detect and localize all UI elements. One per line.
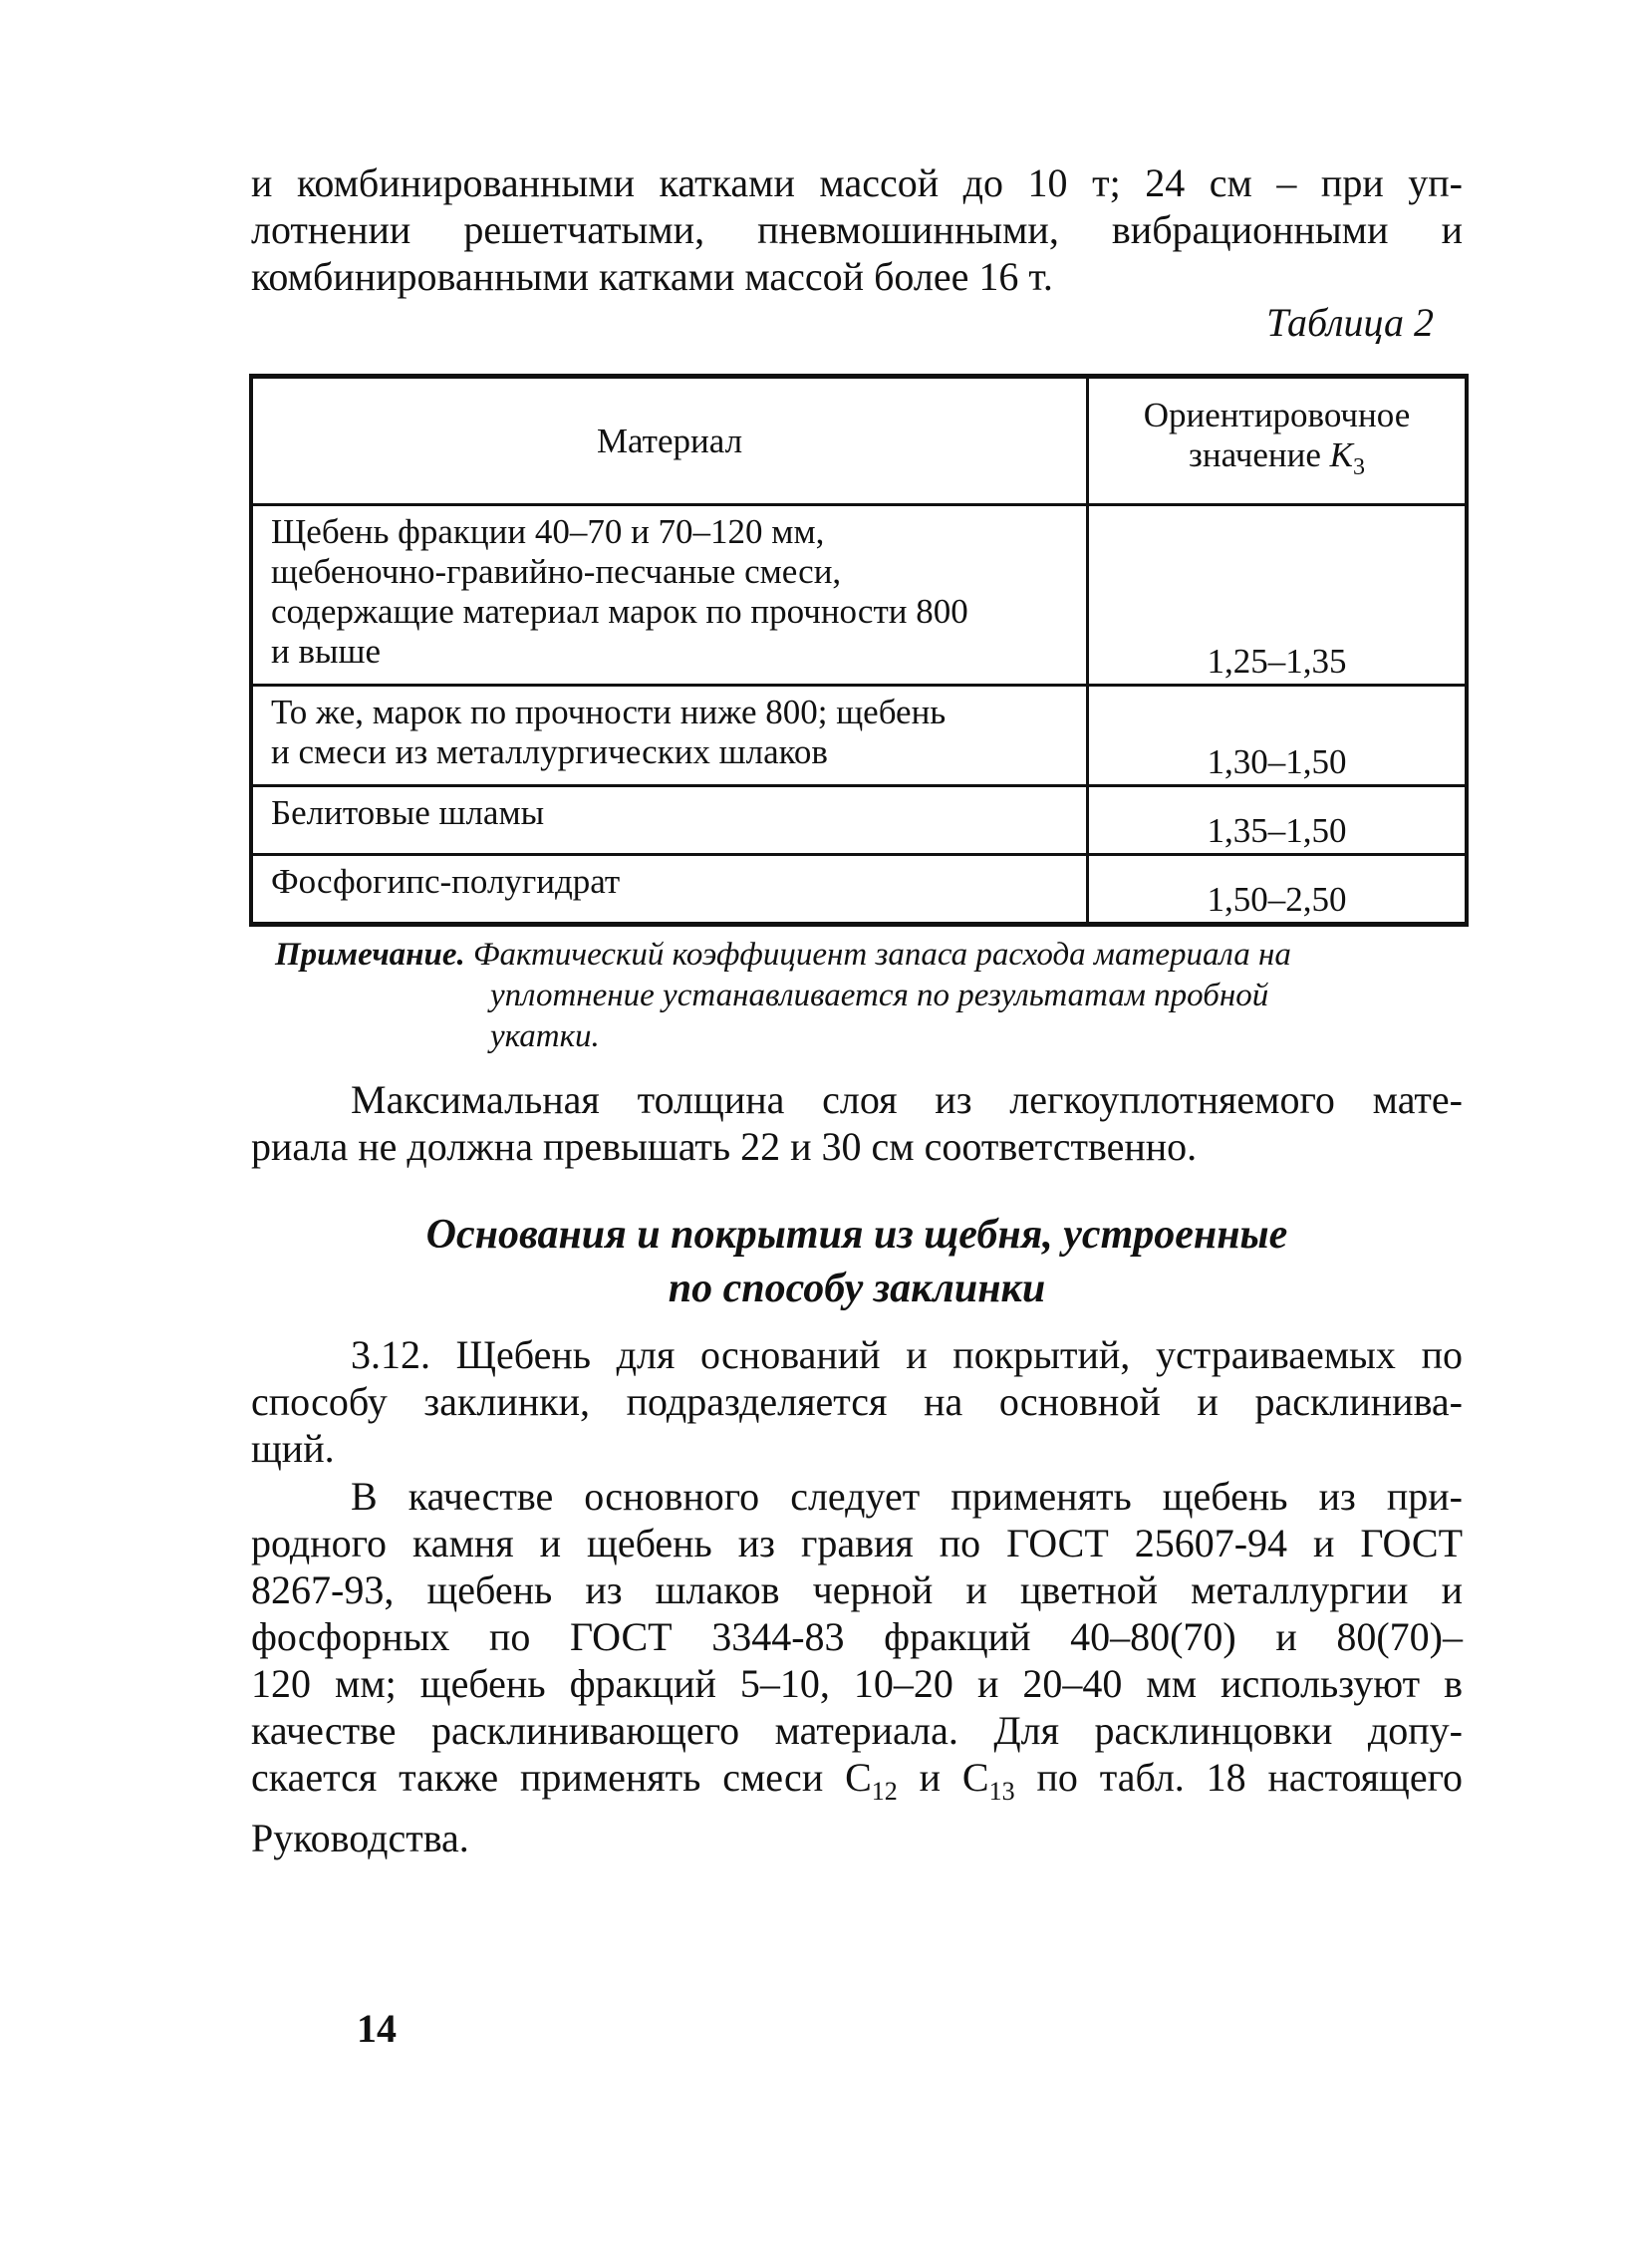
paragraph-line: Максимальная толщина слоя из легкоуплотняемого мате- [351,1077,1463,1122]
header-material: Материал [251,377,1088,505]
material-cell [251,686,1088,786]
table-row [251,786,1467,855]
material-line: и смеси из металлургических шлаков [271,732,828,771]
header-value-line1: Ориентировочное [1143,395,1411,434]
paragraph-line: Руководства. [251,1816,469,1860]
value-cell: 1,30–1,50 [1088,686,1468,786]
paragraph-line: щий. [251,1426,335,1471]
paragraph-line: 8267-93, щебень из шлаков черной и цветной металлургии и [251,1567,1463,1612]
paragraph-line: риала не должна превышать 22 и 30 см соответственно. [251,1124,1198,1169]
material-line: щебеночно-гравийно-песчаные смеси, [271,552,842,591]
intro-line: и комбинированными катками массой до 10 т; 24 см – при уп- [251,160,1463,205]
paragraph-line: В качестве основного следует применять щебень из при- [351,1474,1463,1519]
subscript: 12 [871,1777,898,1806]
material-line: Щебень фракции 40–70 и 70–120 мм, [271,512,825,551]
header-value [1088,377,1468,505]
k-letter: K [1329,434,1353,474]
material-line: и выше [271,632,382,671]
material-line: То же, марок по прочности ниже 800; щебень [271,693,947,731]
paragraph-line: качестве расклинивающего материала. Для расклинцовки допу- [251,1708,1463,1753]
table-note [275,935,1451,1057]
material-line: Белитовые шламы [271,793,545,832]
intro-paragraph [251,159,1463,300]
text-run: и С [897,1755,989,1800]
value-cell: 1,50–2,50 [1088,855,1468,925]
table-row [251,505,1467,686]
material-cell [251,855,1088,925]
intro-line: лотнении решетчатыми, пневмошинными, вибрационными и [251,207,1463,252]
text-run: по табл. 18 настоящего [1014,1755,1463,1800]
material-line: содержащие материал марок по прочности 800 [271,592,968,631]
note-line: укатки. [490,1018,600,1054]
intro-line: комбинированными катками массой более 16 т. [251,254,1053,299]
material-line: Фосфогипс-полугидрат [271,862,621,901]
text-run: скается также применять смеси С [251,1755,872,1800]
k3-symbol [1329,434,1365,480]
table-caption: Таблица 2 [1266,300,1434,345]
paragraph-3-12 [251,1331,1463,1472]
paragraph-line: родного камня и щебень из гравия по ГОСТ 25607-94 и ГОСТ [251,1521,1463,1565]
heading-line: по способу заклинки [668,1266,1046,1311]
table-row [251,855,1467,925]
paragraph-line: 3.12. Щебень для оснований и покрытий, устраиваемых по [351,1332,1463,1377]
note-label: Примечание. [275,937,465,973]
materials-table [249,374,1469,927]
subscript: 13 [988,1777,1015,1806]
paragraph-line: 120 мм; щебень фракций 5–10, 10–20 и 20–40 мм используют в [251,1661,1463,1706]
paragraph-line: способу заклинки, подразделяется на основной и расклинива- [251,1379,1463,1424]
material-cell [251,505,1088,686]
value-cell: 1,35–1,50 [1088,786,1468,855]
main-paragraph [251,1473,1463,1861]
value-cell: 1,25–1,35 [1088,505,1468,686]
heading-line: Основания и покрытия из щебня, устроенные [425,1212,1288,1258]
note-line: уплотнение устанавливается по результатам пробной [490,978,1269,1013]
k-subscript: 3 [1352,453,1365,480]
table-row [251,686,1467,786]
section-heading [251,1208,1463,1315]
paragraph-line-with-subscripts [251,1754,1463,1815]
paragraph-line: фосфорных по ГОСТ 3344-83 фракций 40–80(70) и 80(70)– [251,1614,1463,1659]
max-thickness-paragraph [251,1076,1463,1170]
table-header-row [251,377,1467,505]
note-line: Фактический коэффициент запаса расхода материала на [472,937,1291,973]
header-value-line2: значение [1189,434,1321,474]
material-cell [251,786,1088,855]
page-number: 14 [357,2006,397,2051]
